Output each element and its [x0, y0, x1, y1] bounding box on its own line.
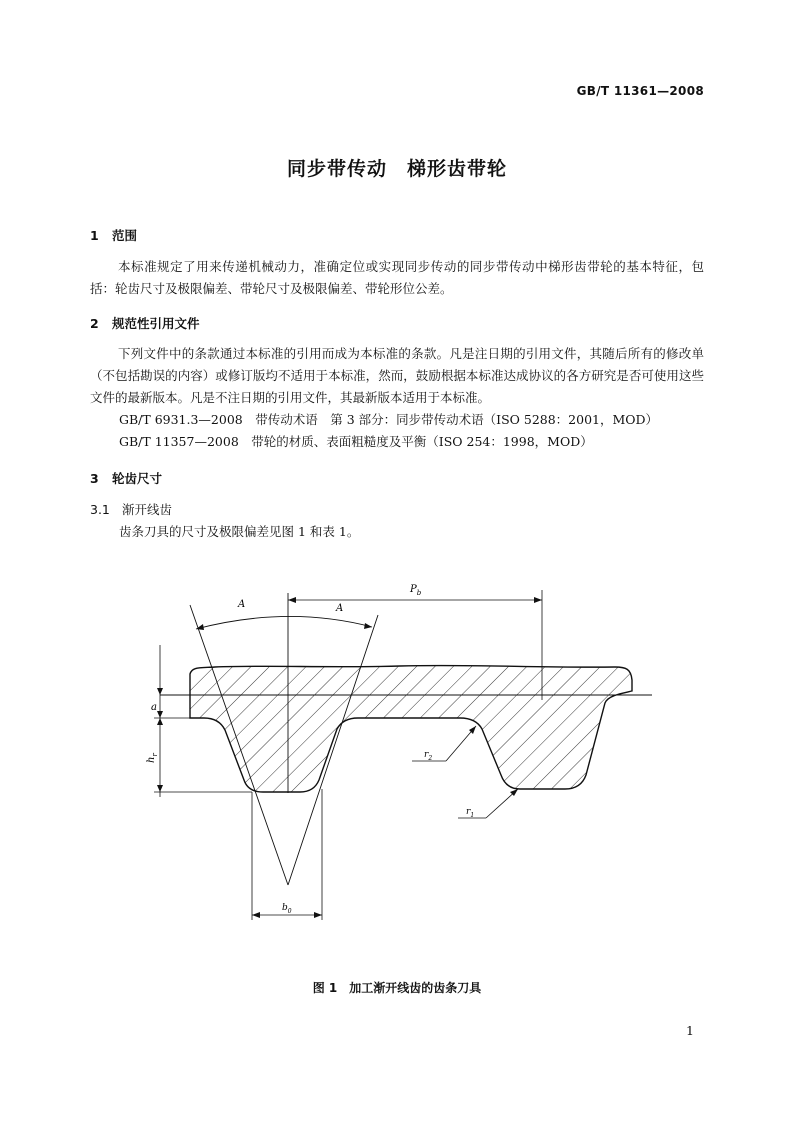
label-a: a: [151, 702, 157, 713]
arrow-head: [157, 688, 163, 695]
section-1-heading: [90, 226, 137, 244]
arrow-head: [157, 718, 163, 725]
arrow-head: [314, 912, 322, 918]
section-title: 轮齿尺寸: [112, 471, 163, 486]
label-r1: $r_1$: [466, 807, 475, 819]
subsection-number: 3.1: [90, 502, 110, 517]
rack-body: [190, 665, 632, 792]
reference-item: GB/T 11357—2008 带轮的材质、表面粗糙度及平衡（ISO 254：1998，MOD）: [119, 434, 593, 449]
label-pitch-pb: $P_b$: [410, 584, 422, 597]
document-title: 同步带传动 梯形齿带轮: [286, 158, 507, 180]
page-number: 1: [686, 1023, 694, 1038]
subsection-title: 渐开线齿: [122, 502, 173, 517]
section-2-paragraph: 下列文件中的条款通过本标准的引用而成为本标准的条款。凡是注日期的引用文件，其随后所有的修改单（不包括勘误的内容）或修订版均不适用于本标准，然而，鼓励根据本标准达成协议的各方研究是否可使用这些文件的最新版本。凡是不注日期的引用文件，其最新版本适用于本标准。: [90, 346, 704, 405]
angle-arc: [196, 616, 372, 629]
label-b0: $b_0$: [282, 903, 292, 915]
rack-cutter-drawing: [140, 575, 660, 930]
arrow-head: [157, 711, 163, 718]
label-angle-a-left: A: [238, 599, 246, 610]
label-angle-a-right: A: [336, 603, 344, 614]
section-number: 1: [90, 228, 99, 243]
arrow-head: [534, 597, 542, 603]
section-number: 3: [90, 471, 99, 486]
section-number: 2: [90, 316, 99, 331]
figure-1-rack-cutter: [140, 575, 660, 934]
arrow-head: [288, 597, 296, 603]
section-3-heading: [90, 469, 162, 487]
section-3-1-heading: [90, 500, 172, 518]
arrow-head: [157, 785, 163, 792]
reference-item: GB/T 6931.3—2008 带传动术语 第 3 部分：同步带传动术语（ISO 5288：2001，MOD）: [119, 412, 659, 427]
arrow-head: [364, 623, 372, 629]
section-2-heading: [90, 314, 200, 332]
section-3-1-paragraph: 齿条刀具的尺寸及极限偏差见图 1 和表 1。: [119, 524, 360, 539]
figure-caption: 图 1 加工渐开线齿的齿条刀具: [312, 981, 482, 995]
standard-code: GB/T 11361—2008: [576, 84, 704, 98]
label-hr: $h_r$: [146, 753, 159, 763]
section-1-paragraph: 本标准规定了用来传递机械动力，准确定位或实现同步传动的同步带传动中梯形齿带轮的基本特征，包括：轮齿尺寸及极限偏差、带轮尺寸及极限偏差、带轮形位公差。: [90, 259, 704, 296]
arrow-head: [252, 912, 260, 918]
section-title: 规范性引用文件: [112, 316, 200, 331]
label-r2: $r_2$: [424, 750, 433, 762]
section-title: 范围: [112, 228, 138, 243]
